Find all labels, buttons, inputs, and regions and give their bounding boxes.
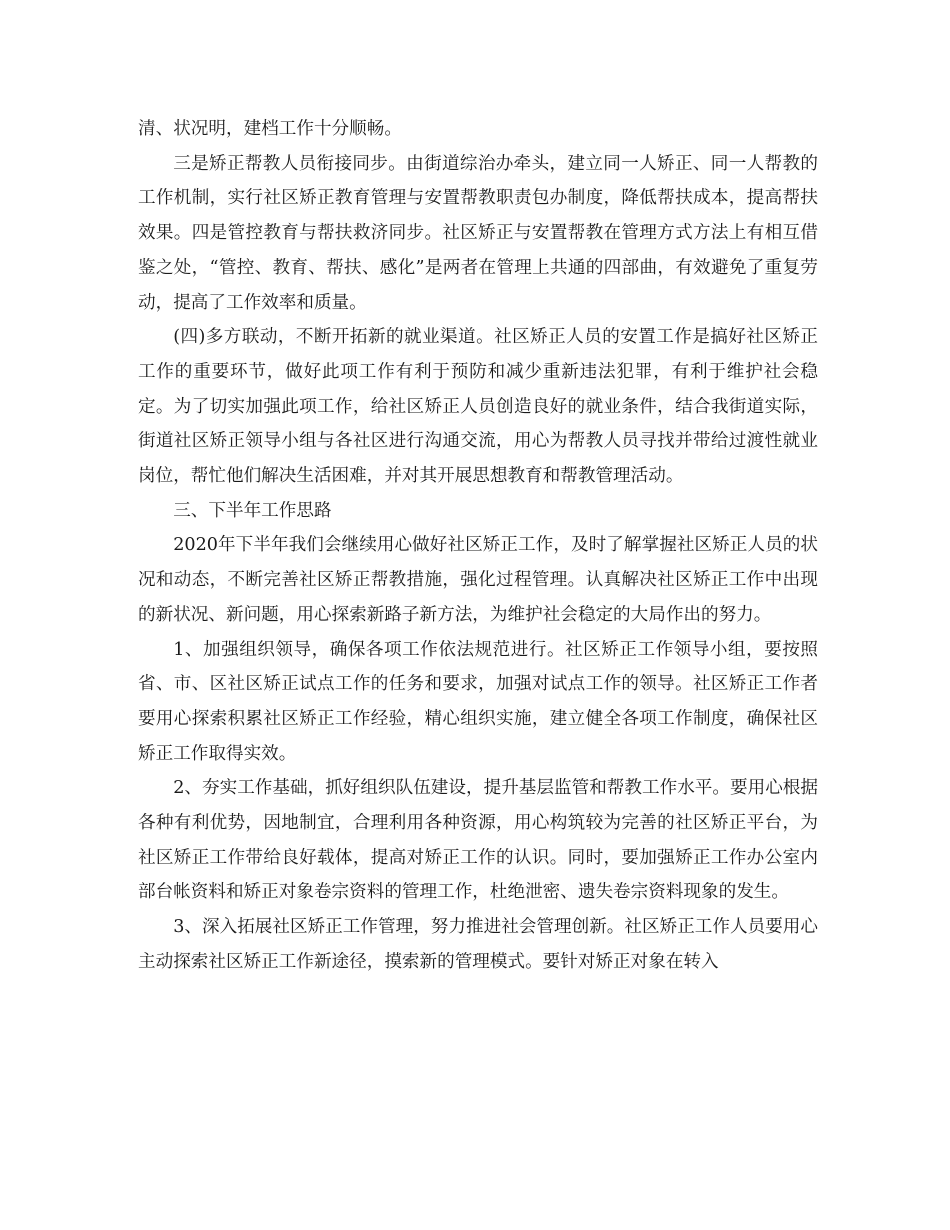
paragraph-item-1: 1、加强组织领导，确保各项工作依法规范进行。社区矫正工作领导小组，要按照省、市、区社区矫正试点工作的任务和要求，加强对试点工作的领导。社区矫正工作者要用心探索积累社区矫正工作经验，精心组织实施，建立健全各项工作制度，确保社区矫正工作取得实效。 xyxy=(138,639,818,764)
paragraph-item-3: 3、深入拓展社区矫正工作管理，努力推进社会管理创新。社区矫正工作人员要用心主动探索社区矫正工作新途径，摸索新的管理模式。要针对矫正对象在转入 xyxy=(138,917,818,972)
paragraph-second-half-intro: 2020年下半年我们会继续用心做好社区矫正工作，及时了解掌握社区矫正人员的状况和动态，不断完善社区矫正帮教措施，强化过程管理。认真解决社区矫正工作中出现的新状况、新问题，用心探索新路子新方法，为维护社会稳定的大局作出的努力。 xyxy=(138,535,818,625)
document-body xyxy=(138,112,818,980)
section-heading-second-half-plan: 三、下半年工作思路 xyxy=(173,500,332,521)
paragraph-synchronization: 三是矫正帮教人员衔接同步。由街道综治办牵头，建立同一人矫正、同一人帮教的工作机制，实行社区矫正教育管理与安置帮教职责包办制度，降低帮扶成本，提高帮扶效果。四是管控教育与帮扶救济同步。社区矫正与安置帮教在管理方式方法上有相互借鉴之处，“管控、教育、帮扶、感化”是两者在管理上共通的四部曲，有效避免了重复劳动，提高了工作效率和质量。 xyxy=(138,153,818,313)
paragraph-item-2: 2、夯实工作基础，抓好组织队伍建设，提升基层监管和帮教工作水平。要用心根据各种有利优势，因地制宜，合理利用各种资源，用心构筑较为完善的社区矫正平台，为社区矫正工作带给良好载体，提高对矫正工作的认识。同时，要加强矫正工作办公室内部台帐资料和矫正对象卷宗资料的管理工作，杜绝泄密、遗失卷宗资料现象的发生。 xyxy=(138,778,818,903)
paragraph-continuation: 清、状况明，建档工作十分顺畅。 xyxy=(138,119,402,139)
paragraph-employment-channels: (四)多方联动，不断开拓新的就业渠道。社区矫正人员的安置工作是搞好社区矫正工作的重要环节，做好此项工作有利于预防和减少重新违法犯罪，有利于维护社会稳定。为了切实加强此项工作，给社区矫正人员创造良好的就业条件，结合我街道实际，街道社区矫正领导小组与各社区进行沟通交流，用心为帮教人员寻找并带给过渡性就业岗位，帮忙他们解决生活困难，并对其开展思想教育和帮教管理活动。 xyxy=(138,327,818,487)
